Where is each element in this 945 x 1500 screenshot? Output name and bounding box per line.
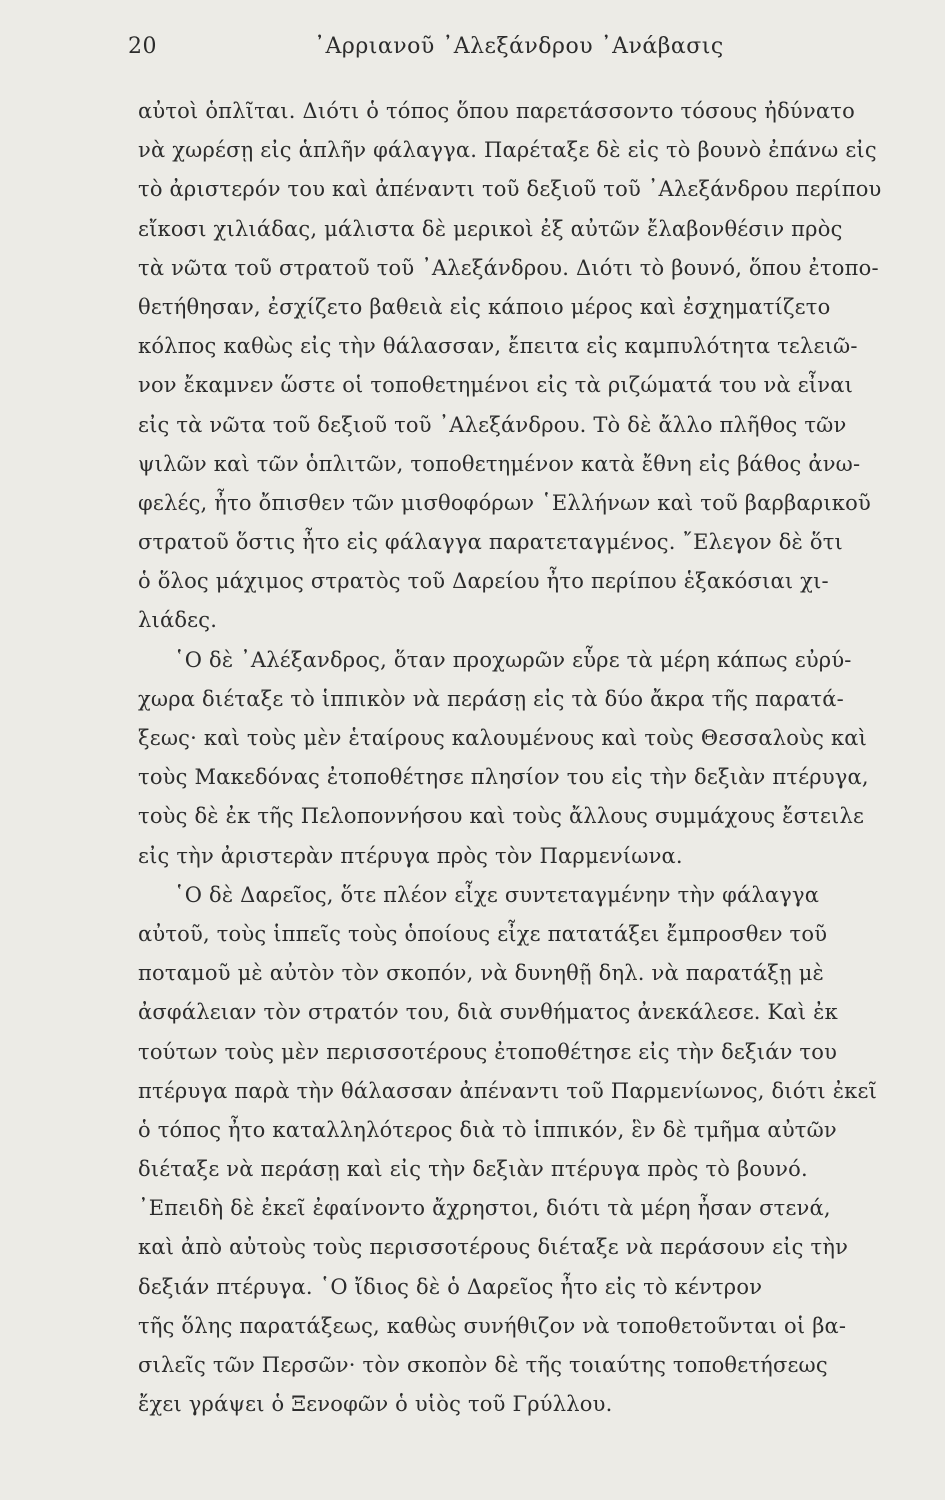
paragraph [138, 876, 933, 1425]
text-line: πτέρυγα παρὰ τὴν θάλασσαν ἀπέναντι τοῦ Παρμενίωνος, διότι ἐκεῖ [138, 1078, 878, 1103]
text-line: ὁ τόπος ἦτο καταλληλότερος διὰ τὸ ἱππικόν, ἓν δὲ τμῆμα αὐτῶν [138, 1117, 837, 1142]
text-line: εἰς τὰ νῶτα τοῦ δεξιοῦ τοῦ ᾿Αλεξάνδρου. Τὸ δὲ ἄλλο πλῆθος τῶν [138, 412, 847, 437]
text-line: θετήθησαν, ἐσχίζετο βαθειὰ εἰς κάποιο μέρος καὶ ἐσχηματίζετο [138, 294, 831, 319]
page-header [128, 34, 728, 74]
text-line: κόλπος καθὼς εἰς τὴν θάλασσαν, ἔπειτα εἰς καμπυλότητα τελειῶ- [138, 334, 858, 359]
text-line: αὐτοὶ ὁπλῖται. Διότι ὁ τόπος ὅπου παρετάσσοντο τόσους ἠδύνατο [138, 99, 855, 123]
text-line: χωρα διέταξε τὸ ἱππικὸν νὰ περάσῃ εἰς τὰ δύο ἄκρα τῆς παρατά- [138, 686, 844, 711]
text-line: τοὺς Μακεδόνας ἐτοποθέτησε πλησίον του εἰς τὴν δεξιὰν πτέρυγα, [138, 765, 869, 790]
text-line: εἴκοσι χιλιάδας, μάλιστα δὲ μερικοὶ ἐξ αὐτῶν ἔλαβονθέσιν πρὸς [138, 216, 843, 241]
text-line: στρατοῦ ὅστις ἦτο εἰς φάλαγγα παρατεταγμένος. ῎Ελεγον δὲ ὅτι [138, 530, 843, 555]
text-line: δεξιάν πτέρυγα. ῾Ο ἴδιος δὲ ὁ Δαρεῖος ἦτο εἰς τὸ κέντρον [138, 1274, 763, 1299]
text-line: τοὺς δὲ ἐκ τῆς Πελοποννήσου καὶ τοὺς ἄλλους συμμάχους ἔστειλε [138, 804, 865, 829]
text-line: ψιλῶν καὶ τῶν ὁπλιτῶν, τοποθετημένον κατὰ ἔθνη εἰς βάθος ἀνω- [138, 451, 861, 476]
paragraph [138, 641, 933, 876]
text-line: νον ἔκαμνεν ὥστε οἱ τοποθετημένοι εἰς τὰ ριζώματά του νὰ εἶναι [138, 373, 854, 398]
text-line: τούτων τοὺς μὲν περισσοτέρους ἐτοποθέτησε εἰς τὴν δεξιάν του [138, 1039, 838, 1064]
text-line: ᾿Επειδὴ δὲ ἐκεῖ ἐφαίνοντο ἄχρηστοι, διότι τὰ μέρη ἦσαν στενά, [138, 1196, 831, 1221]
text-line: ποταμοῦ μὲ αὐτὸν τὸν σκοπόν, νὰ δυνηθῇ δηλ. νὰ παρατάξῃ μὲ [138, 961, 825, 986]
text-line: εἰς τὴν ἀριστερὰν πτέρυγα πρὸς τὸν Παρμενίωνα. [138, 843, 683, 868]
text-line: ξεως· καὶ τοὺς μὲν ἑταίρους καλουμένους καὶ τοὺς Θεσσαλοὺς καὶ [138, 726, 868, 750]
text-line: ὁ ὅλος μάχιμος στρατὸς τοῦ Δαρείου ἦτο περίπου ἑξακόσιαι χι- [138, 569, 829, 594]
text-line: ἔχει γράψει ὁ Ξενοφῶν ὁ υἱὸς τοῦ Γρύλλου. [138, 1392, 613, 1417]
running-title: ᾿Αρριανοῦ ᾿Αλεξάνδρου ᾿Ανάβασις [314, 34, 724, 59]
text-line: ἀσφάλειαν τὸν στρατόν του, διὰ συνθήματος ἀνεκάλεσε. Καὶ ἐκ [138, 1000, 838, 1025]
page-number: 20 [128, 34, 157, 59]
text-line: σιλεῖς τῶν Περσῶν· τὸν σκοπὸν δὲ τῆς τοιαύτης τοποθετήσεως [138, 1353, 828, 1377]
text-line: ῾Ο δὲ Δαρεῖος, ὅτε πλέον εἶχε συντεταγμένην τὴν φάλαγγα [174, 882, 820, 907]
text-line: ῾Ο δὲ ᾿Αλέξανδρος, ὅταν προχωρῶν εὗρε τὰ μέρη κάπως εὐρύ- [174, 647, 852, 672]
text-line: αὐτοῦ, τοὺς ἱππεῖς τοὺς ὁποίους εἶχε πατατάξει ἔμπροσθεν τοῦ [138, 921, 828, 946]
text-line: νὰ χωρέσῃ εἰς ἁπλῆν φάλαγγα. Παρέταξε δὲ εἰς τὸ βουνὸ ἐπάνω εἰς [138, 138, 877, 163]
paragraph [138, 92, 933, 641]
body-text [138, 92, 933, 1424]
text-line: φελές, ἦτο ὄπισθεν τῶν μισθοφόρων ῾Ελλήνων καὶ τοῦ βαρβαρικοῦ [138, 490, 871, 515]
text-line: τὸ ἀριστερόν του καὶ ἀπέναντι τοῦ δεξιοῦ τοῦ ᾿Αλεξάνδρου περίπου [138, 177, 882, 202]
text-line: διέταξε νὰ περάσῃ καὶ εἰς τὴν δεξιὰν πτέρυγα πρὸς τὸ βουνό. [138, 1157, 808, 1182]
text-line: καὶ ἀπὸ αὐτοὺς τοὺς περισσοτέρους διέταξε νὰ περάσουν εἰς τὴν [138, 1235, 849, 1260]
text-line: λιάδες. [138, 608, 218, 633]
text-line: τῆς ὅλης παρατάξεως, καθὼς συνήθιζον νὰ τοποθετοῦνται οἱ βα- [138, 1313, 847, 1338]
text-line: τὰ νῶτα τοῦ στρατοῦ τοῦ ᾿Αλεξάνδρου. Διότι τὸ βουνό, ὅπου ἐτοπο- [138, 255, 879, 280]
